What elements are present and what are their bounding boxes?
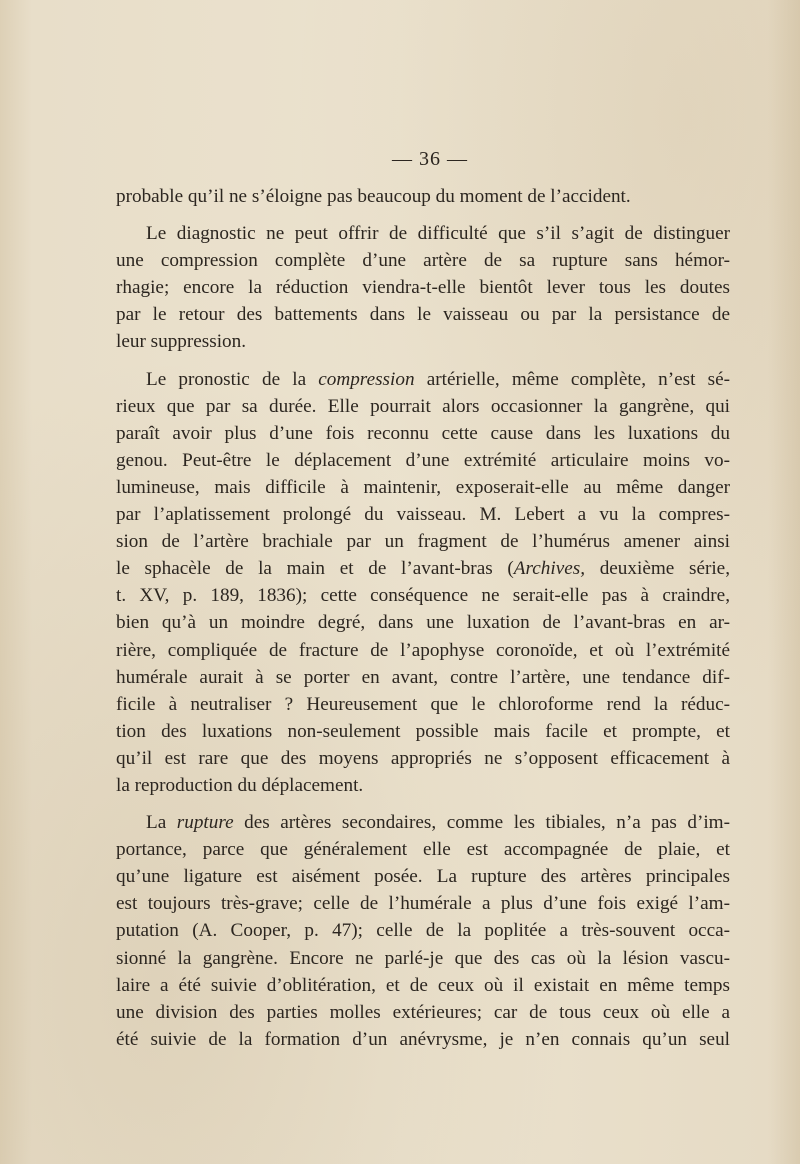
- page-number: — 36 —: [392, 148, 468, 170]
- text-line: une division des parties molles extérieures; car de tous ceux où elle a: [116, 1001, 730, 1023]
- italic-term: compression: [318, 368, 415, 390]
- text-line: été suivie de la formation d’un anévrysme, je n’en connais qu’un seul: [116, 1028, 730, 1050]
- text-line: le sphacèle de la main et de l’avant-bras (Archives, deuxième série,: [116, 558, 730, 580]
- text-line: par le retour des battements dans le vaisseau ou par la persistance de: [116, 304, 730, 326]
- text-line: sion de l’artère brachiale par un fragment de l’humérus amener ainsi: [116, 531, 730, 553]
- text-line: paraît avoir plus d’une fois reconnu cette cause dans les luxations du: [116, 422, 730, 444]
- text-line: sionné la gangrène. Encore ne parlé-je que des cas où la lésion vascu-: [116, 947, 730, 969]
- text-line: rieux que par sa durée. Elle pourrait alors occasionner la gangrène, qui: [116, 395, 730, 417]
- body-text: [116, 183, 730, 1053]
- text-line: putation (A. Cooper, p. 47); celle de la poplitée a très-souvent occa-: [116, 920, 730, 942]
- text-line: une compression complète d’une artère de sa rupture sans hémor-: [116, 250, 730, 272]
- text-line: rhagie; encore la réduction viendra-t-elle bientôt lever tous les doutes: [116, 277, 730, 299]
- italic-term: Archives,: [513, 558, 585, 580]
- text-line: rière, compliquée de fracture de l’apophyse coronoïde, et où l’extrémité: [116, 639, 730, 661]
- text-line: La rupture des artères secondaires, comme les tibiales, n’a pas d’im-: [146, 812, 730, 834]
- text-line: laire a été suivie d’oblitération, et de ceux où il existait en même temps: [116, 974, 730, 996]
- text-line: genou. Peut-être le déplacement d’une extrémité articulaire moins vo-: [116, 449, 730, 471]
- paragraph-3: [116, 366, 730, 800]
- text-line: lumineuse, mais difficile à maintenir, exposerait-elle au même danger: [116, 476, 730, 498]
- text-line: leur suppression.: [116, 331, 247, 353]
- text-line: Le pronostic de la compression artérielle, même complète, n’est sé-: [146, 368, 730, 390]
- paragraph-2: [116, 220, 730, 355]
- text-line: t. XV, p. 189, 1836); cette conséquence ne serait-elle pas à craindre,: [116, 585, 730, 607]
- paragraph-1: [116, 183, 730, 210]
- text-line: par l’aplatissement prolongé du vaisseau. M. Lebert a vu la compres-: [116, 504, 730, 526]
- text-line: tion des luxations non-seulement possible mais facile et prompte, et: [116, 720, 730, 742]
- paragraph-4: [116, 809, 730, 1053]
- text-line: probable qu’il ne s’éloigne pas beaucoup du moment de l’accident.: [116, 186, 631, 207]
- text-line: bien qu’à un moindre degré, dans une luxation de l’avant-bras en ar-: [116, 612, 730, 634]
- text-line: qu’une ligature est aisément posée. La rupture des artères principales: [116, 866, 730, 888]
- text-line: la reproduction du déplacement.: [116, 774, 364, 796]
- text-line: portance, parce que généralement elle est accompagnée de plaie, et: [116, 839, 730, 861]
- text-line: Le diagnostic ne peut offrir de difficulté que s’il s’agit de distinguer: [146, 223, 730, 245]
- text-line: est toujours très-grave; celle de l’humérale a plus d’une fois exigé l’am-: [116, 893, 730, 915]
- text-line: ficile à neutraliser ? Heureusement que le chloroforme rend la réduc-: [116, 693, 730, 715]
- text-line: humérale aurait à se porter en avant, contre l’artère, une tendance dif-: [116, 666, 730, 688]
- text-line: qu’il est rare que des moyens appropriés ne s’opposent efficacement à: [116, 747, 730, 769]
- italic-term: rupture: [176, 812, 234, 834]
